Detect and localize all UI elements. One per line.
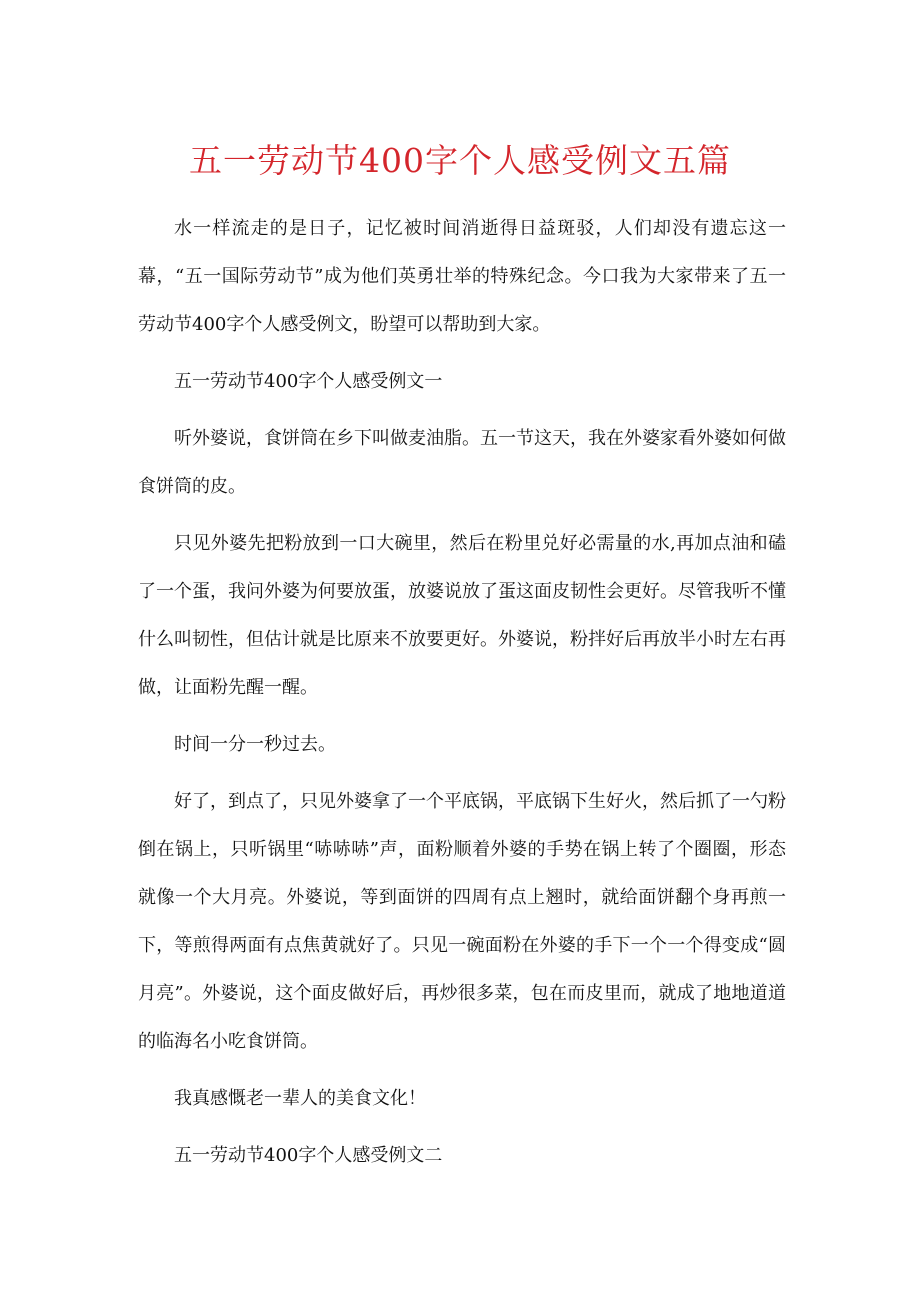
intro-paragraph: 水一样流走的是日子，记忆被时间消逝得日益斑驳，人们却没有遗忘这一幕，“五一国际劳动节”成为他们英勇壮举的特殊纪念。今口我为大家带来了五一劳动节400字个人感受例文，盼望可以帮助到大家。 xyxy=(138,218,786,335)
body-paragraph: 只见外婆先把粉放到一口大碗里，然后在粉里兑好必需量的水,再加点油和磕了一个蛋，我问外婆为何要放蛋，放婆说放了蛋这面皮韧性会更好。尽管我听不懂什么叫韧性，但估计就是比原来不放要更好。外婆说，粉拌好后再放半小时左右再做，让面粉先醒一醒。 xyxy=(138,533,786,698)
section-heading-one: 五一劳动节400字个人感受例文一 xyxy=(174,371,443,392)
body-paragraph: 听外婆说，食饼筒在乡下叫做麦油脂。五一节这天，我在外婆家看外婆如何做食饼筒的皮。 xyxy=(138,428,786,497)
document-title: 五一劳动节400字个人感受例文五篇 xyxy=(189,141,731,180)
body-paragraph: 时间一分一秒过去。 xyxy=(174,734,336,755)
body-paragraph: 好了，到点了，只见外婆拿了一个平底锅，平底锅下生好火，然后抓了一勺粉倒在锅上，只听锅里“哧哧哧”声，面粉顺着外婆的手势在锅上转了个圈圈，形态就像一个大月亮。外婆说，等到面饼的四周有点上翘时，就给面饼翻个身再煎一下，等煎得两面有点焦黄就好了。只见一碗面粉在外婆的手下一个一个得变成“圆月亮”。外婆说，这个面皮做好后，再炒很多菜，包在而皮里而，就成了地地道道的临海名小吃食饼筒。 xyxy=(138,791,786,1052)
document-body xyxy=(138,205,786,1180)
section-heading-two: 五一劳动节400字个人感受例文二 xyxy=(174,1145,443,1166)
body-paragraph: 我真感慨老一辈人的美食文化！ xyxy=(174,1088,426,1109)
